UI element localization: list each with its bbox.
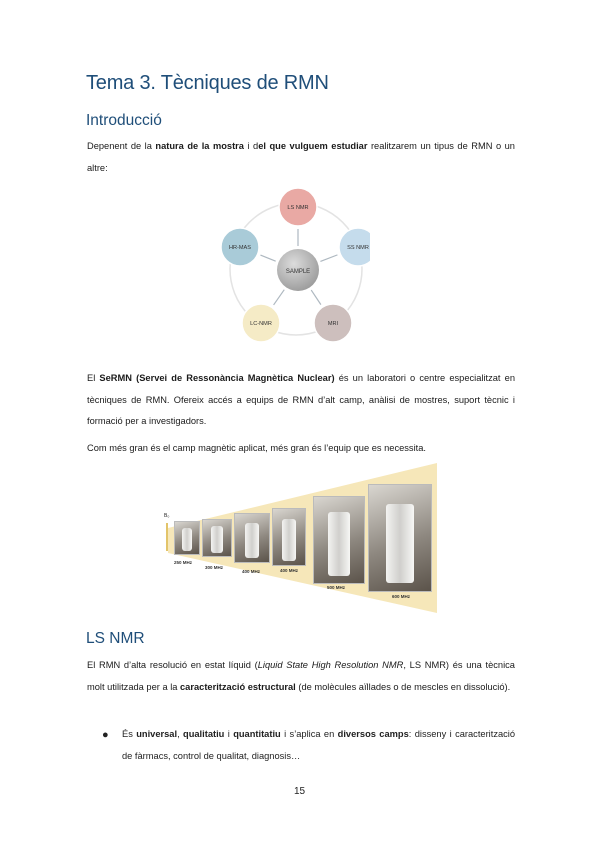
b0-axis-arrow	[166, 523, 168, 551]
text-run: caracterització estructural	[180, 681, 296, 692]
text-run: natura de la mostra	[155, 141, 244, 151]
text-run: universal	[136, 729, 178, 739]
section-heading-ls-nmr: LS NMR	[86, 630, 145, 647]
diagram-arrow	[311, 290, 321, 305]
text-run: SeRMN (Servei de Ressonància Magnètica Nuclear)	[99, 373, 335, 383]
diagram-node-label: LS NMR	[287, 205, 309, 211]
text-run: ,	[177, 729, 184, 739]
magnet-photo-300	[202, 519, 232, 557]
freq-label-400b: 400 MHz	[280, 568, 299, 573]
intro-paragraph-3: Com més gran és el camp magnètic aplicat, més gran és l’equip que es necessita.	[87, 443, 426, 453]
text-run: realitzarem un tipus de RMN o un altre:	[87, 141, 515, 173]
intro-paragraph-1	[87, 136, 515, 179]
diagram-node-label: LC-NMR	[250, 321, 272, 327]
magnets-figure	[162, 461, 440, 613]
diagram-node-label: MRI	[327, 321, 339, 327]
text-run: qualitatiu	[183, 729, 225, 739]
magnet-photo-400a	[234, 513, 270, 563]
text-run: i	[224, 729, 234, 739]
freq-label-600: 600 MHz	[392, 594, 411, 599]
intro-paragraph-2	[87, 368, 515, 433]
nmr-techniques-diagram	[220, 187, 370, 347]
text-run: el que vulguem estudiar	[258, 141, 368, 151]
freq-label-400a: 400 MHz	[242, 569, 261, 574]
b0-axis-label: B₀	[164, 513, 170, 519]
text-run: És	[122, 729, 137, 739]
diagram-arrow	[274, 290, 285, 305]
diagram-node-label: SS NMR	[347, 245, 369, 251]
text-run: Liquid State High Resolution NMR	[257, 660, 404, 670]
magnet-photo-250	[174, 521, 200, 555]
magnet-photo-400b	[272, 508, 306, 566]
page-number: 15	[293, 786, 306, 797]
freq-label-250: 250 MHz	[174, 560, 193, 565]
text-run: diversos camps	[337, 729, 409, 739]
magnet-photo-500	[313, 496, 365, 584]
text-run: quantitatiu	[233, 729, 281, 739]
diagram-arrow	[320, 255, 337, 262]
text-run: és un laboratori o centre especialitzat en tècniques de RMN. Ofereix accés a equips de RMN d’alt camp, anàlisi de mostres, suport tècnic i formació per a investigadors.	[87, 373, 515, 426]
sample-label: SAMPLE	[285, 269, 311, 275]
section-heading-intro: Introducció	[86, 112, 162, 129]
page-title: Tema 3. Tècniques de RMN	[86, 72, 329, 94]
text-run: : disseny i caracterització de fàrmacs, control de qualitat, diagnosis…	[122, 729, 516, 761]
freq-label-500: 500 MHz	[327, 585, 346, 590]
bullet-marker: ●	[102, 729, 109, 741]
text-run: (de molècules aïllades o de mescles en dissolució).	[295, 681, 511, 692]
ls-nmr-paragraph-1	[87, 655, 515, 698]
diagram-arrow	[260, 255, 275, 261]
freq-label-300: 300 MHz	[205, 565, 224, 570]
text-run: El RMN d’alta resolució en estat líquid (	[87, 660, 258, 670]
text-run: i d	[243, 141, 259, 151]
diagram-node-label: HR-MAS	[228, 245, 252, 251]
text-run: , LS NMR) és una tècnica molt utilitzada per a la	[87, 660, 515, 692]
text-run: Depenent de la	[87, 141, 156, 151]
text-run: i s’aplica en	[280, 729, 338, 739]
text-run: El	[87, 373, 100, 383]
magnet-photo-600	[368, 484, 432, 592]
ls-nmr-bullet-text	[122, 724, 515, 767]
